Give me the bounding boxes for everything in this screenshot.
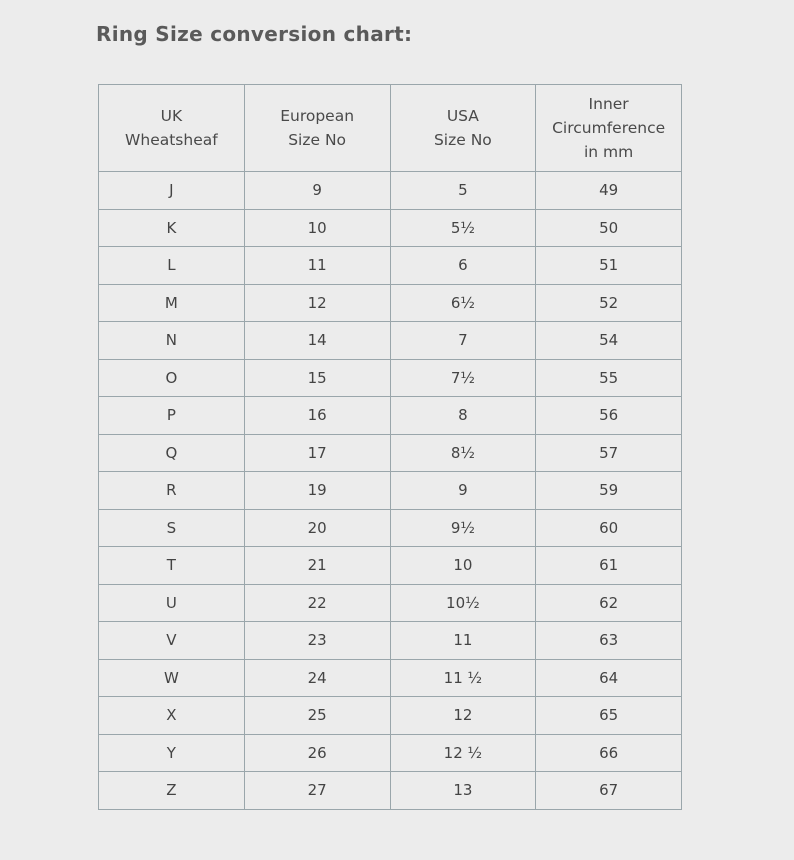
cell-usa-size: 5	[390, 172, 536, 210]
table-row	[99, 547, 682, 585]
table-row	[99, 734, 682, 772]
cell-uk-size: S	[99, 509, 245, 547]
cell-european-size: 21	[244, 547, 390, 585]
header-inner-circumference	[536, 85, 682, 172]
cell-european-size: 27	[244, 772, 390, 810]
cell-circumference: 49	[536, 172, 682, 210]
cell-uk-size: O	[99, 359, 245, 397]
cell-usa-size: 9	[390, 472, 536, 510]
cell-uk-size: Y	[99, 734, 245, 772]
cell-circumference: 56	[536, 397, 682, 435]
cell-usa-size: 12 ½	[390, 734, 536, 772]
table-header	[99, 85, 682, 172]
table-row	[99, 659, 682, 697]
cell-usa-size: 8	[390, 397, 536, 435]
cell-uk-size: P	[99, 397, 245, 435]
cell-uk-size: Q	[99, 434, 245, 472]
cell-circumference: 50	[536, 209, 682, 247]
cell-uk-size: T	[99, 547, 245, 585]
header-text-line: European	[280, 107, 355, 125]
cell-uk-size: Z	[99, 772, 245, 810]
table-row	[99, 584, 682, 622]
table-row	[99, 434, 682, 472]
table-body	[99, 172, 682, 810]
cell-circumference: 64	[536, 659, 682, 697]
header-text-line: UK	[160, 107, 183, 125]
cell-usa-size: 7½	[390, 359, 536, 397]
table-row	[99, 247, 682, 285]
cell-european-size: 17	[244, 434, 390, 472]
cell-usa-size: 12	[390, 697, 536, 735]
table-row	[99, 209, 682, 247]
cell-usa-size: 8½	[390, 434, 536, 472]
table-row	[99, 697, 682, 735]
cell-circumference: 54	[536, 322, 682, 360]
cell-uk-size: W	[99, 659, 245, 697]
table-row	[99, 772, 682, 810]
table-row	[99, 322, 682, 360]
header-text-line: Wheatsheaf	[125, 131, 218, 149]
table-row	[99, 359, 682, 397]
cell-circumference: 57	[536, 434, 682, 472]
cell-circumference: 67	[536, 772, 682, 810]
cell-circumference: 60	[536, 509, 682, 547]
cell-circumference: 63	[536, 622, 682, 660]
cell-circumference: 66	[536, 734, 682, 772]
table-row	[99, 397, 682, 435]
page-title: Ring Size conversion chart:	[96, 22, 413, 46]
header-text-line: in mm	[583, 143, 634, 161]
table-row	[99, 509, 682, 547]
cell-european-size: 9	[244, 172, 390, 210]
cell-uk-size: X	[99, 697, 245, 735]
cell-usa-size: 11 ½	[390, 659, 536, 697]
header-uk-wheatsheaf	[99, 85, 245, 172]
cell-european-size: 16	[244, 397, 390, 435]
cell-uk-size: K	[99, 209, 245, 247]
header-text-line: Inner	[588, 95, 629, 113]
cell-circumference: 65	[536, 697, 682, 735]
cell-circumference: 52	[536, 284, 682, 322]
cell-european-size: 11	[244, 247, 390, 285]
cell-circumference: 59	[536, 472, 682, 510]
cell-usa-size: 11	[390, 622, 536, 660]
header-text-line: Circumference	[552, 119, 666, 137]
header-text-line: Size No	[433, 131, 492, 149]
cell-uk-size: L	[99, 247, 245, 285]
cell-european-size: 20	[244, 509, 390, 547]
cell-european-size: 19	[244, 472, 390, 510]
cell-usa-size: 5½	[390, 209, 536, 247]
ring-size-table	[98, 84, 682, 810]
cell-usa-size: 6	[390, 247, 536, 285]
cell-circumference: 62	[536, 584, 682, 622]
cell-european-size: 22	[244, 584, 390, 622]
table-row	[99, 284, 682, 322]
cell-european-size: 26	[244, 734, 390, 772]
header-row	[99, 85, 682, 172]
header-text-line: Size No	[288, 131, 347, 149]
cell-european-size: 15	[244, 359, 390, 397]
cell-european-size: 14	[244, 322, 390, 360]
cell-uk-size: U	[99, 584, 245, 622]
cell-european-size: 12	[244, 284, 390, 322]
cell-european-size: 25	[244, 697, 390, 735]
cell-european-size: 24	[244, 659, 390, 697]
table-row	[99, 172, 682, 210]
cell-uk-size: M	[99, 284, 245, 322]
table-row	[99, 472, 682, 510]
cell-usa-size: 13	[390, 772, 536, 810]
cell-usa-size: 9½	[390, 509, 536, 547]
cell-circumference: 51	[536, 247, 682, 285]
cell-uk-size: N	[99, 322, 245, 360]
header-european-size	[244, 85, 390, 172]
cell-uk-size: V	[99, 622, 245, 660]
header-text-line: USA	[446, 107, 479, 125]
cell-european-size: 23	[244, 622, 390, 660]
cell-usa-size: 10½	[390, 584, 536, 622]
cell-uk-size: J	[99, 172, 245, 210]
cell-usa-size: 7	[390, 322, 536, 360]
cell-european-size: 10	[244, 209, 390, 247]
table-row	[99, 622, 682, 660]
cell-usa-size: 10	[390, 547, 536, 585]
cell-circumference: 61	[536, 547, 682, 585]
cell-usa-size: 6½	[390, 284, 536, 322]
cell-circumference: 55	[536, 359, 682, 397]
header-usa-size	[390, 85, 536, 172]
cell-uk-size: R	[99, 472, 245, 510]
